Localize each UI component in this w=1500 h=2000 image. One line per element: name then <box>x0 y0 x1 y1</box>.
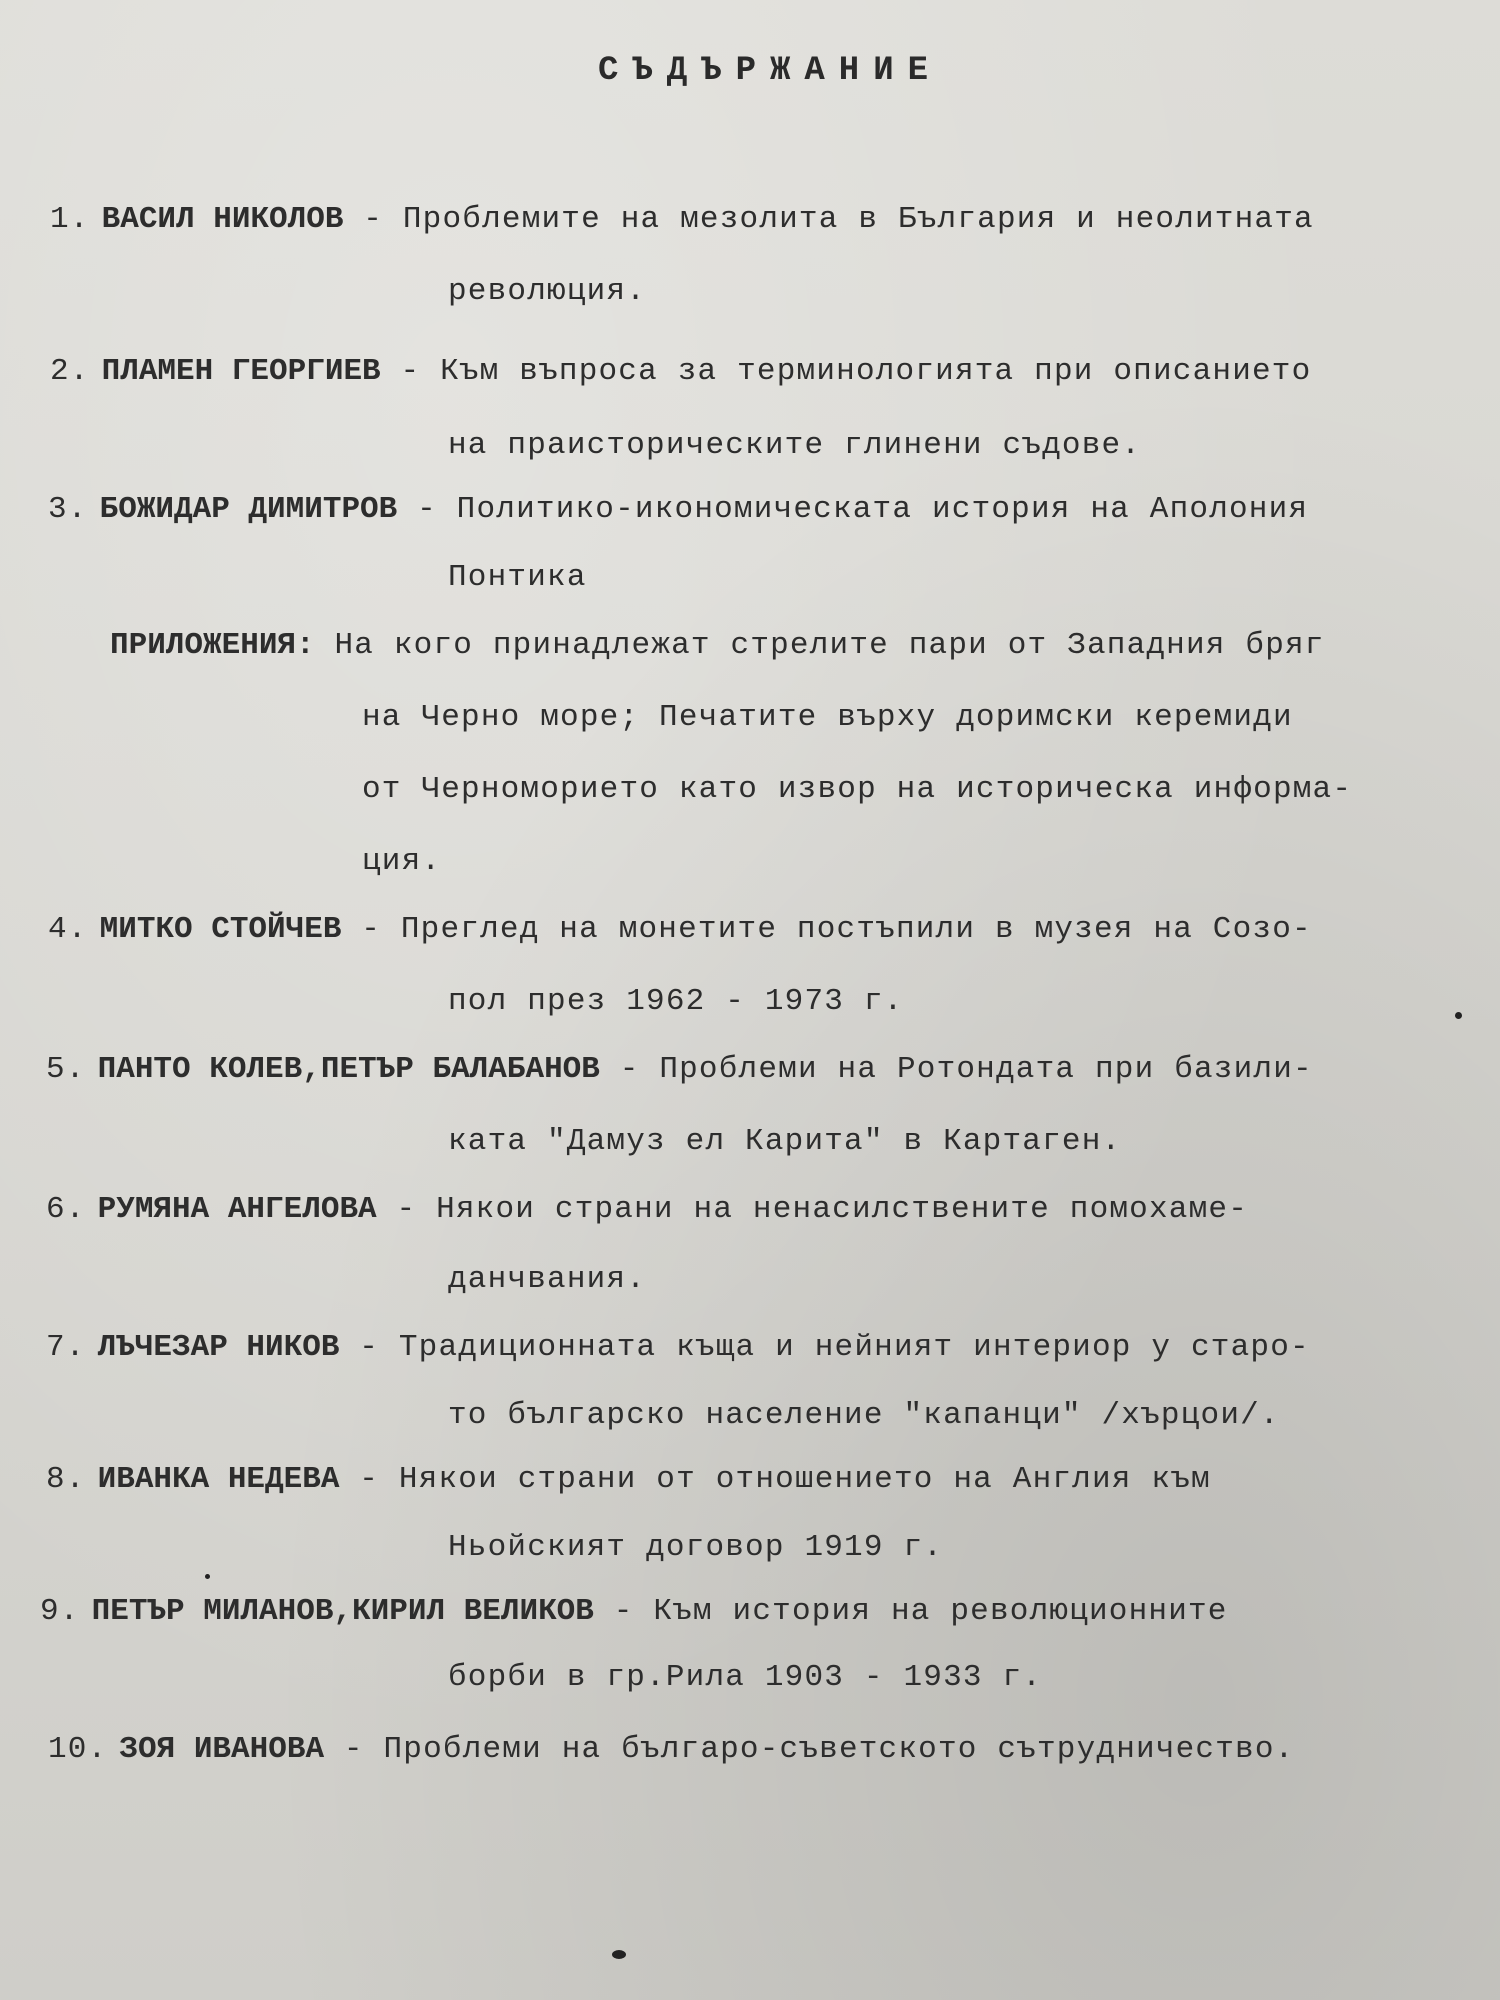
entry-number: 6. <box>46 1192 86 1227</box>
entry-author: МИТКО СТОЙЧЕВ <box>99 912 342 947</box>
entry-8-heading <box>46 1460 1211 1500</box>
entry-author: БОЖИДАР ДИМИТРОВ <box>99 492 398 527</box>
entry-title: - Традиционната къща и нейният интериор у старо- <box>359 1330 1310 1365</box>
entry-title: - Проблемите на мезолита в България и неолитната <box>363 202 1314 237</box>
entry-number: 9. <box>40 1594 80 1629</box>
entry-author: ПАНТО КОЛЕВ,ПЕТЪР БАЛАБАНОВ <box>97 1052 600 1087</box>
ink-speck <box>612 1950 626 1959</box>
appendix-text: На кого принадлежат стрелите пари от Западния бряг <box>334 628 1325 663</box>
entry-title: - Към история на революционните <box>613 1594 1228 1629</box>
entry-author: ПЕТЪР МИЛАНОВ,КИРИЛ ВЕЛИКОВ <box>91 1594 594 1629</box>
ink-speck <box>1455 1012 1462 1019</box>
entry-4-title-continued: пол през 1962 - 1973 г. <box>448 984 904 1019</box>
entry-title: - Преглед на монетите постъпили в музея на Созо- <box>361 912 1312 947</box>
entry-2-title-continued: на праисторическите глинени съдове. <box>448 428 1142 463</box>
entry-7-heading <box>46 1328 1310 1368</box>
entry-3-appendix-line-4: ция. <box>362 844 442 879</box>
entry-7-title-continued: то българско население "капанци" /хърцои/. <box>448 1398 1280 1433</box>
entry-author: ПЛАМЕН ГЕОРГИЕВ <box>101 354 381 389</box>
entry-1-title-continued: революция. <box>448 274 647 309</box>
entry-number: 5. <box>46 1052 86 1087</box>
entry-number: 3. <box>48 492 88 527</box>
ink-speck <box>205 1574 210 1579</box>
entry-title: - Някои страни от отношението на Англия към <box>359 1462 1211 1497</box>
entry-number: 10. <box>48 1732 108 1767</box>
entry-number: 2. <box>50 354 90 389</box>
entry-number: 7. <box>46 1330 86 1365</box>
entry-3-title-continued: Понтика <box>448 560 587 595</box>
entry-author: ЛЪЧЕЗАР НИКОВ <box>97 1330 340 1365</box>
entry-number: 4. <box>48 912 88 947</box>
entry-3-appendix-line-2: на Черно море; Печатите върху доримски керемиди <box>362 700 1293 735</box>
entry-6-heading <box>46 1190 1248 1230</box>
entry-5-title-continued: ката "Дамуз ел Карита" в Картаген. <box>448 1124 1122 1159</box>
entry-title: - Проблеми на българо-съветското сътрудничество. <box>343 1732 1295 1767</box>
page-title: СЪДЪРЖАНИЕ <box>597 52 943 90</box>
entry-3-appendix <box>110 626 1325 666</box>
entry-9-title-continued: борби в гр.Рила 1903 - 1933 г. <box>448 1660 1043 1695</box>
entry-3-appendix-line-3: от Черноморието като извор на историческа информа- <box>362 772 1353 807</box>
entry-8-title-continued: Ньойският договор 1919 г. <box>448 1530 944 1565</box>
entry-6-title-continued: данчвания. <box>448 1262 647 1297</box>
entry-title: - Политико-икономическата история на Аполония <box>417 492 1309 527</box>
entry-2-heading <box>50 352 1311 392</box>
entry-3-heading <box>48 490 1308 530</box>
entry-number: 8. <box>46 1462 86 1497</box>
entry-number: 1. <box>50 202 90 237</box>
entry-author: ИВАНКА НЕДЕВА <box>97 1462 340 1497</box>
appendix-label: ПРИЛОЖЕНИЯ: <box>110 628 315 663</box>
entry-author: РУМЯНА АНГЕЛОВА <box>97 1192 377 1227</box>
entry-4-heading <box>48 910 1312 950</box>
entry-9-heading <box>40 1592 1228 1632</box>
entry-5-heading <box>46 1050 1313 1090</box>
entry-title: - Към въпроса за терминологията при описанието <box>400 354 1312 389</box>
entry-1-heading <box>50 200 1314 240</box>
entry-author: ЗОЯ ИВАНОВА <box>119 1732 325 1767</box>
entry-10-heading <box>48 1730 1294 1770</box>
entry-author: ВАСИЛ НИКОЛОВ <box>101 202 344 237</box>
entry-title: - Проблеми на Ротондата при базили- <box>619 1052 1313 1087</box>
entry-title: - Някои страни на ненасилствените помохаме- <box>396 1192 1248 1227</box>
